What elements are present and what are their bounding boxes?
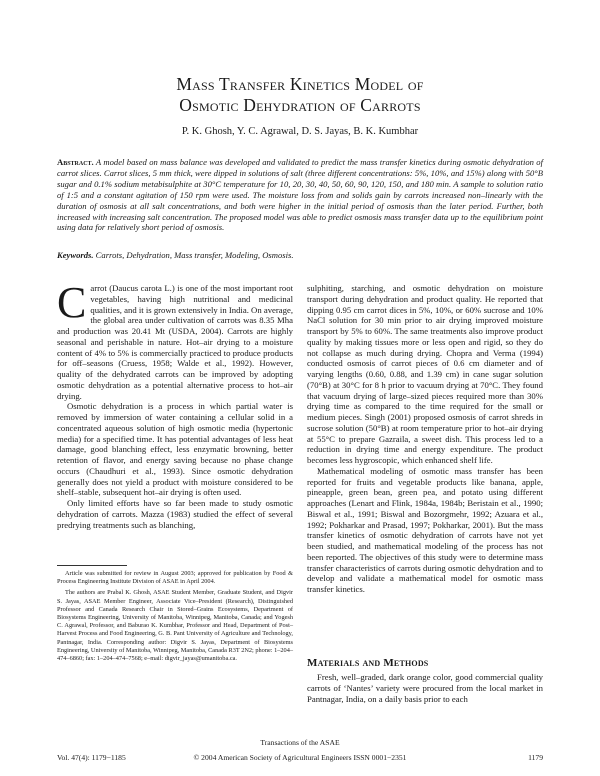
title-line-2: Osmotic Dehydration of Carrots [179,95,421,115]
methods-paragraph-1: Fresh, well–graded, dark orange color, good commercial quality carrots of ‘Nantes’ variety were procured from the local market in Pantnagar, India, on a daily basis prior to each [307,672,543,704]
materials-methods-column [307,672,543,704]
footnotes [57,570,293,666]
intro-paragraph-1 [57,278,294,401]
body-left-column [57,278,294,530]
intro-paragraph-1-text: arrot (Daucus carota L.) is one of the most important root vegetables, having high nutritional and medicinal qualities, and it is grown extensively in India. On average, the global area under cultivation of carrots was 8.35 Mha and production was 20.41 Mt (USDA, 2004). Carrots are highly seasonal and perishable in nature. Hot–air drying to a moisture content of 4% to 5% is commercially practiced to produce products for off–seasons (Cruess, 1958; Walde et al., 1992). However, quality of the dehydrated carrots can be improved by adopting osmotic dehydration as a potential alternative process to hot–air drying. [57,283,294,401]
title-line-1: Mass Transfer Kinetics Model of [176,74,424,94]
footnote-authors: The authors are Prabal K. Ghosh, ASAE Student Member, Graduate Student, and Digvir S. Jayas, ASAE Member Engineer, Associate Vice–President (Research), Distinguished Professor and Canada Research Chair in Stored–Grains Ecosystems, Department of Biosystems Engineering, University of Manitoba, Winnipeg, Manitoba, Canada; and Yogesh C. Agrawal, Professor, and Baburao K. Kumbhar, Professor and Head, Department of Post–Harvest Process and Food Engineering, G. B. Pant University of Agriculture and Technology, Pantnagar, India. Corresponding author: Digvir S. Jayas, Department of Biosystems Engineering, University of Manitoba, Winnipeg, Manitoba, Canada R3T 2N2; phone: 1–204–474–6860; fax: 1–204–474–7568; e–mail: digvir_jayas@umanitoba.ca. [57,589,293,663]
page-number: 1179 [528,753,543,762]
keywords [57,250,543,261]
drop-cap: C [57,278,87,327]
journal-name: Transactions of the ASAE [260,738,340,747]
intro-paragraph-3: Only limited efforts have so far been made to study osmotic dehydration of carrots. Mazza (1983) studied the effect of several predrying treatments such as blanching, [57,498,293,530]
abstract-label: Abstract. [57,157,94,167]
volume-info: Vol. 47(4): 1179−1185 [57,753,126,762]
body-right-column [307,283,543,595]
abstract [57,157,543,233]
keywords-text: Carrots, Dehydration, Mass transfer, Modeling, Osmosis. [93,250,294,260]
section-heading-materials-methods: Materials and Methods [307,657,429,669]
footnote-rule [57,565,127,566]
copyright-notice: © 2004 American Society of Agricultural Engineers ISSN 0001−2351 [193,753,407,762]
intro-paragraph-5: Mathematical modeling of osmotic mass transfer has been reported for fruits and vegetable products like banana, apple, pineapple, green bean, green pea, and potato using different approaches (Lenart and Flink, 1984a, 1984b; Beristain et al., 1990; Biswal et al., 1991; Biswal and Bozorgmehr, 1992; Azuara et al., 1992; Pokharkar and Prasad, 1997; Pokharkar, 2001). But the mass transfer kinetics of osmotic dehydration of carrots have not yet been studied, and mathematical modeling of the process has not been reported. The objectives of this study were to determine mass transfer characteristics of carrots during osmotic dehydration and to develop and validate a mathematical model for osmotic mass transfer kinetics. [307,465,543,594]
paper-title [40,74,560,116]
intro-paragraph-4: sulphiting, starching, and osmotic dehydration on moisture transport during dehydration and product quality. He reported that dipping 0.95 cm carrot dices in 5%, 10%, or 60% sucrose and 10% NaCl solution for 30 min prior to air drying improved moisture transport by 5% to 60%. The same treatments also improve product quality by making tissues more or less open and rigid, so they do not collapse as much during drying. Chopra and Verma (1994) conducted osmosis of carrot pieces of 0.6 cm diameter and of varying lengths (0.60, 0.88, and 1.39 cm) in cane sugar solution (70°B) at 30°C for 8 h prior to vacuum drying at 70°C. They found that vacuum drying of large–sized pieces required more than 30% drying time as compared to the time required for the small or medium pieces. Singh (2001) proposed osmosis of carrot shreds in sucrose solution (50°B) at room temperature prior to hot–air drying at 55°C to prepare Gazraila, a sweet dish. This process led to a reduction in drying time and energy expenditure. The product becomes less hygroscopic, which enhanced shelf life. [307,283,543,465]
author-list: P. K. Ghosh, Y. C. Agrawal, D. S. Jayas, B. K. Kumbhar [181,126,419,137]
footnote-submission: Article was submitted for review in August 2003; approved for publication by Food & Process Engineering Institute Division of ASAE in April 2004. [57,570,293,586]
keywords-label: Keywords. [57,250,94,260]
intro-paragraph-2: Osmotic dehydration is a process in which partial water is removed by immersion of water containing a cellular solid in a concentrated aqueous solution of high osmotic media (hypertonic media) for a specified time. It has potential advantages of less heat damage, good blanching effect, less enzymatic browning, better retention of flavor, and energy saving because no phase change occurs (Chaudhuri et al., 1993). Since osmotic dehydration generally does not yield a product with moisture considered to be shelf–stable, subsequent hot–air drying is often used. [57,401,293,498]
abstract-text: A model based on mass balance was developed and validated to predict the mass transfer kinetics during osmotic dehydration of carrot slices. Carrot slices, 5 mm thick, were dipped in solutions of salt (three different concentrations: 5%, 10%, and 15%) along with 50°B sugar and 0.1% sodium metabisulphite at 30°C temperature for 10, 20, 30, 40, 50, 60, 90, 120, 150, and 180 min. A sample to solution ratio of 1:5 and a constant agitation of 150 rpm were used. The moisture loss from and solids gain by carrots increased non–linearly with the duration of osmosis at all salt concentrations, and both were higher in the initial period of osmosis than the later period. Further, both increased with increasing salt concentration. The proposed model was able to predict osmosis mass transfer data up to the equilibrium point using data for relatively short period of osmosis. [57,157,543,233]
